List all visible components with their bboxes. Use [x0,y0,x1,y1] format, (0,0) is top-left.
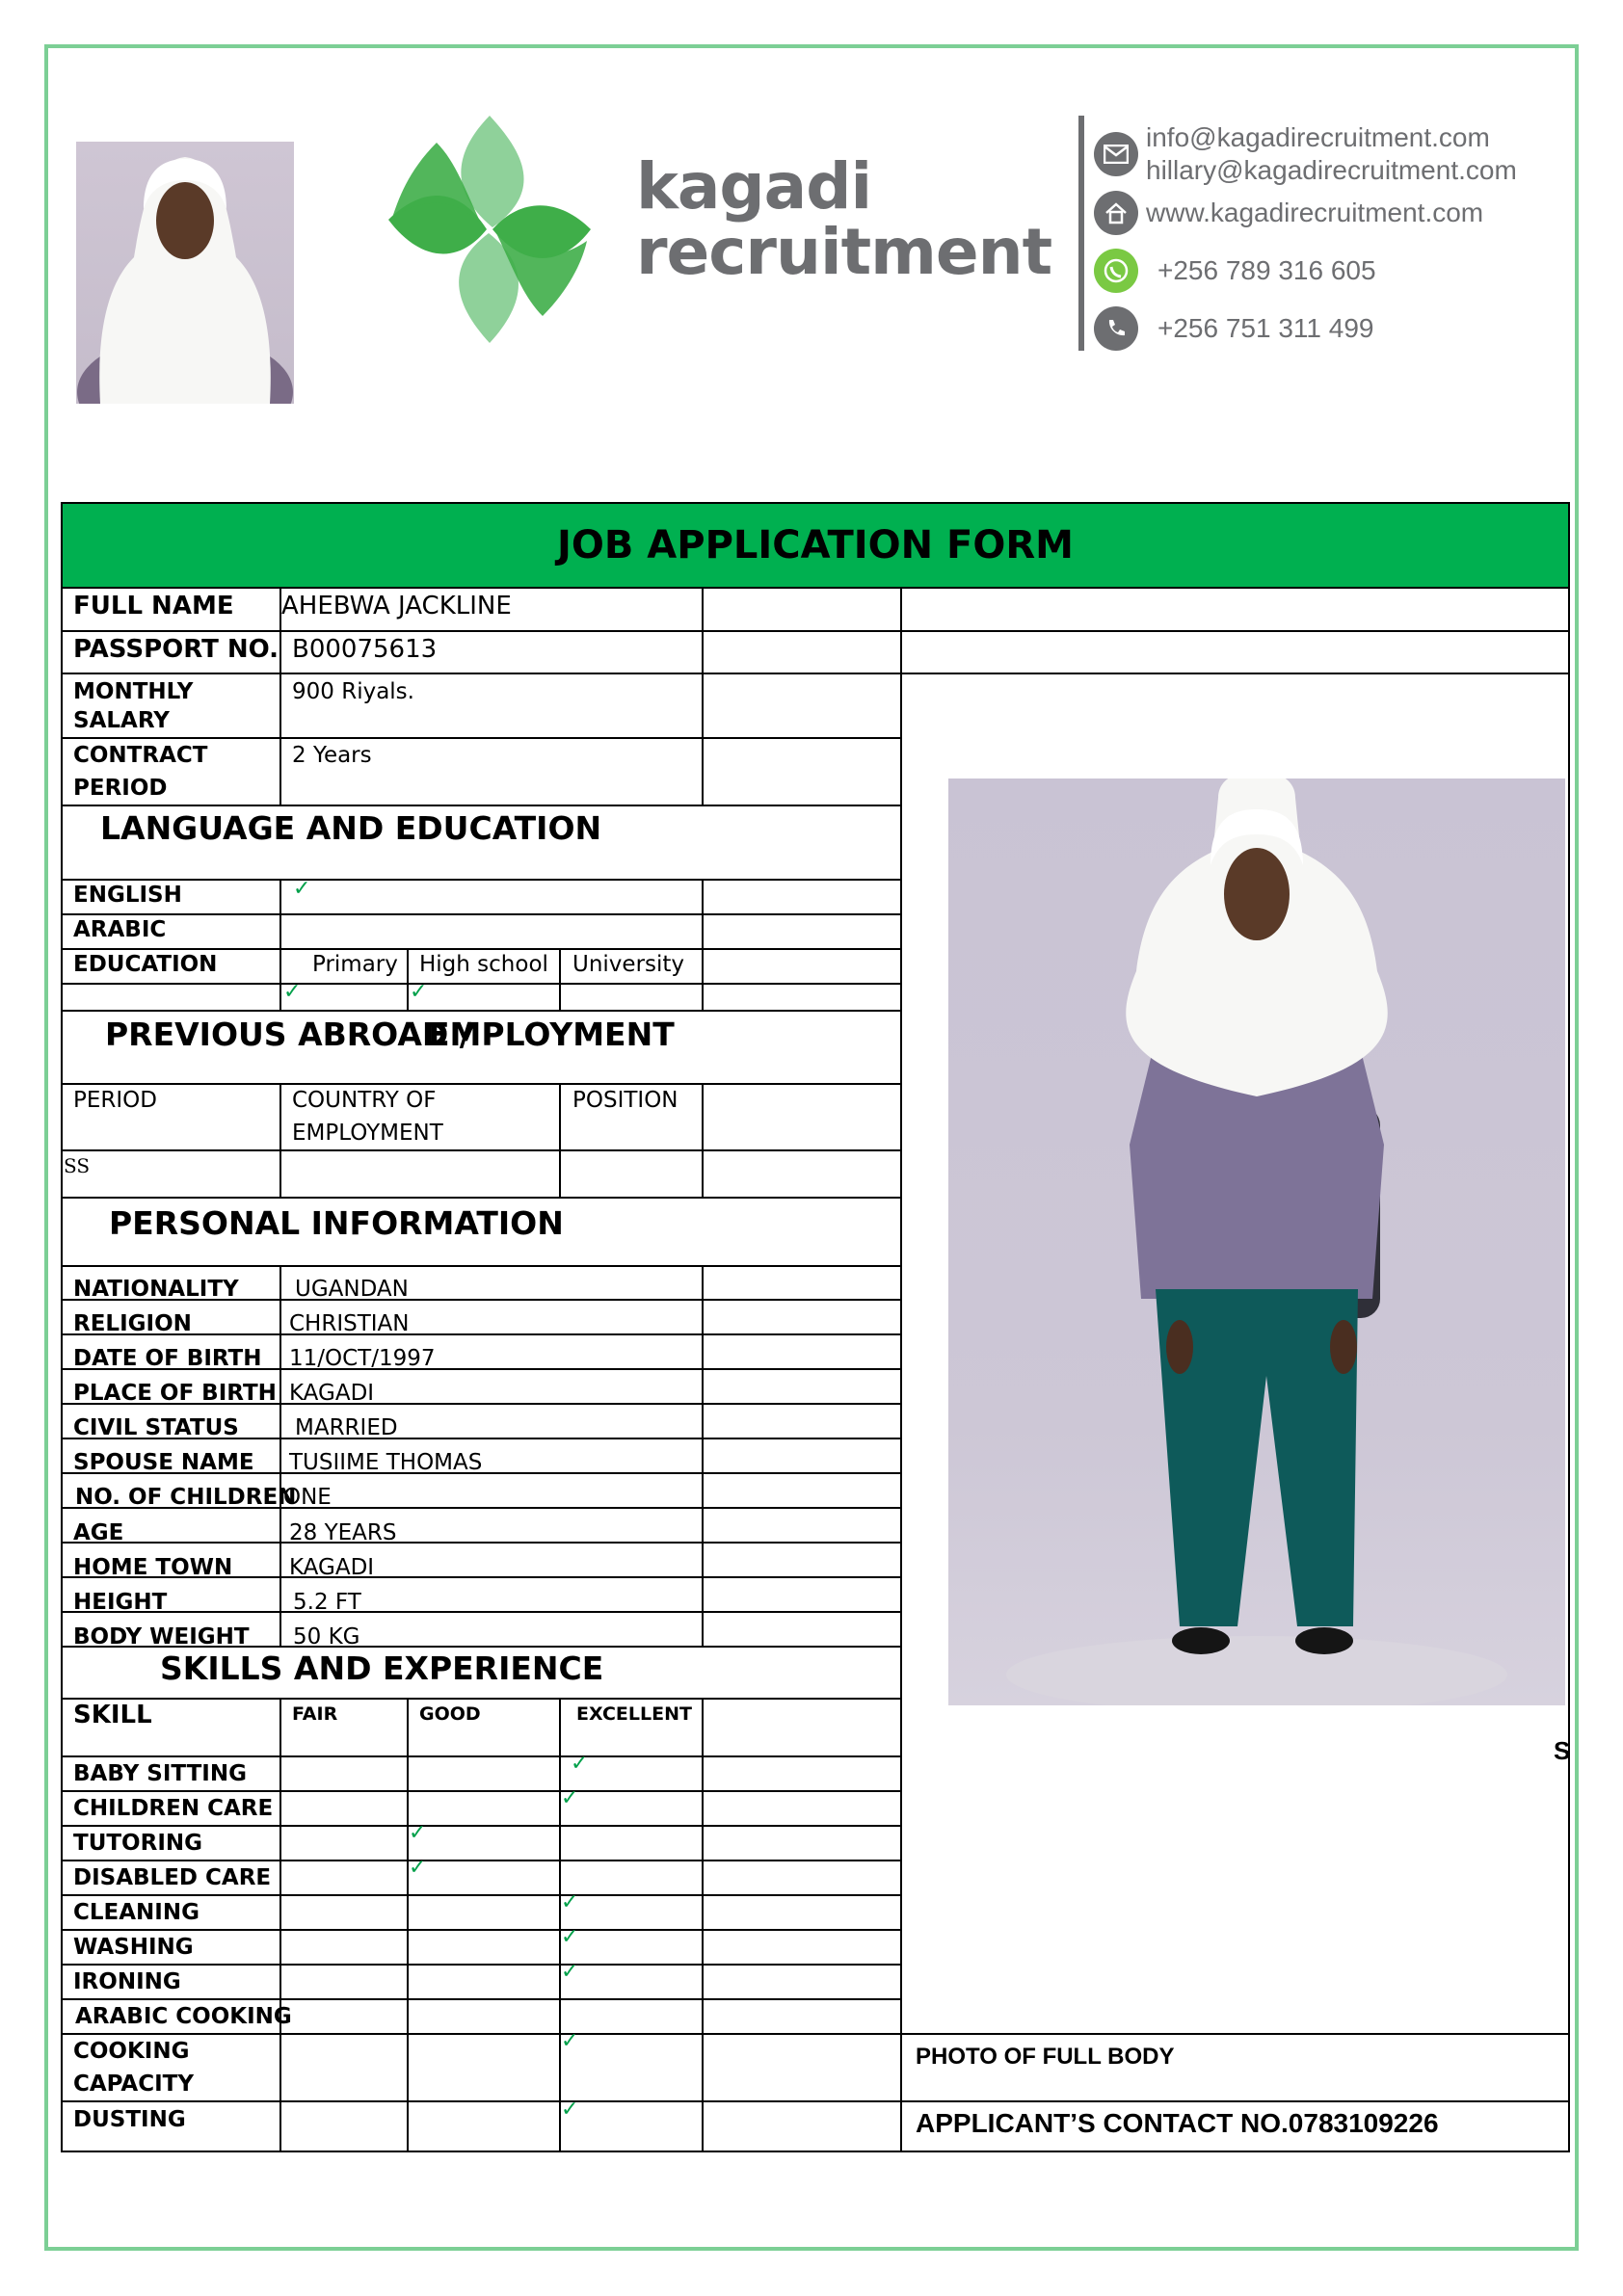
skill-row-label: CAPACITY [73,2072,195,2097]
skill-row-label: DISABLED CARE [73,1865,272,1890]
skill-level-check-icon: ✓ [561,2029,579,2053]
brand-line-1: kagadi [636,149,872,224]
home-icon [1094,191,1138,235]
phone-number[interactable]: +256 751 311 499 [1157,313,1374,343]
skill-level-check-icon: ✓ [561,2098,579,2122]
skill-level-check-icon: ✓ [561,1786,579,1810]
education-level-primary: Primary [312,952,398,977]
grid-line [61,673,1570,674]
personal-information-heading: PERSONAL INFORMATION [109,1204,564,1242]
personal-row-label: RELIGION [73,1311,192,1336]
fair-column-header: FAIR [292,1703,338,1725]
skill-row-label: TUTORING [73,1831,203,1856]
grid-line [279,589,281,805]
grid-line [279,1698,281,2152]
grid-line [61,879,900,881]
kagadi-logo-mark [379,114,600,345]
grid-line [61,983,900,985]
grid-line [61,913,900,915]
good-column-header: GOOD [419,1703,481,1725]
grid-line [559,1083,561,1197]
skill-level-check-icon: ✓ [571,1752,589,1776]
skill-row-label: ARABIC COOKING [75,2004,292,2029]
grid-line [279,1265,281,1646]
email-secondary[interactable]: hillary@kagadirecruitment.com [1146,155,1517,185]
grid-line [61,737,900,739]
high-school-check-icon: ✓ [410,980,428,1004]
country-column-header-line-2: EMPLOYMENT [292,1121,443,1146]
full-name-label: FULL NAME [73,592,234,620]
contract-label-line-2: PERIOD [73,776,168,801]
skill-level-check-icon: ✓ [409,1821,427,1845]
position-column-header: POSITION [572,1088,678,1113]
whatsapp-icon [1094,249,1138,293]
english-label: ENGLISH [73,883,182,908]
passport-label: PASSPORT NO. [73,635,279,664]
grid-line [900,589,902,805]
personal-row-value: 50 KG [293,1624,360,1649]
brand-name [636,149,1052,289]
phone-icon [1094,306,1138,351]
grid-line [61,1010,900,1012]
full-body-photo [948,779,1565,1705]
grid-line [702,879,704,1010]
grid-line [61,1894,900,1896]
salary-value: 900 Riyals. [292,679,414,704]
website-link[interactable]: www.kagadirecruitment.com [1146,198,1484,227]
personal-row-label: HOME TOWN [73,1555,233,1580]
language-education-heading: LANGUAGE AND EDUCATION [100,809,602,847]
grid-line [702,589,704,805]
personal-row-value: KAGADI [289,1381,375,1406]
personal-row-label: PLACE OF BIRTH [73,1381,277,1406]
education-level-university: University [572,952,685,977]
grid-line [61,630,1570,632]
personal-row-label: DATE OF BIRTH [73,1346,262,1371]
applicant-headshot-photo [76,142,294,404]
grid-line [61,1998,900,2000]
grid-line [61,1860,900,1861]
period-column-header: PERIOD [73,1088,157,1113]
grid-line [61,1083,900,1085]
full-name-value: AHEBWA JACKLINE [281,592,512,620]
form-title: JOB APPLICATION FORM [557,523,1074,567]
grid-line [61,2100,900,2102]
skills-heading: SKILLS AND EXPERIENCE [160,1649,604,1687]
personal-row-value: MARRIED [295,1415,398,1440]
grid-line [900,2033,1570,2035]
personal-row-value: KAGADI [289,1555,375,1580]
skill-row-label: CHILDREN CARE [73,1796,274,1821]
salary-label-line-2: SALARY [73,708,170,733]
salary-label-line-1: MONTHLY [73,679,194,704]
email-icon [1094,132,1138,176]
previous-employment-heading-part-2: EMPLOYMENT [428,1016,675,1053]
grid-line [61,1929,900,1931]
grid-line [61,1197,900,1199]
skill-row-label: DUSTING [73,2107,186,2132]
applicant-contact-number: APPLICANT’S CONTACT NO.0783109226 [916,2108,1439,2138]
full-body-photo-label: PHOTO OF FULL BODY [916,2044,1175,2070]
employment-row-period: SS [64,1154,91,1177]
grid-line [61,1825,900,1827]
personal-row-value: 28 YEARS [289,1520,397,1545]
stray-letter: S [1554,1736,1571,1765]
contact-website [1094,191,1483,235]
grid-line [61,1542,900,1544]
education-level-high-school: High school [419,952,548,977]
grid-line [61,1964,900,1966]
passport-value: B00075613 [292,635,438,664]
personal-row-value: 11/OCT/1997 [289,1346,436,1371]
grid-line [407,948,409,1010]
form-title-bar [61,502,1570,589]
grid-line [61,1265,900,1267]
personal-row-label: CIVIL STATUS [73,1415,239,1440]
previous-employment-heading-part-1: PREVIOUS ABROAD / [105,1016,471,1053]
skill-row-label: COOKING [73,2039,190,2064]
skill-row-label: IRONING [73,1969,181,1994]
contact-email [1094,121,1517,187]
personal-row-label: BODY WEIGHT [73,1624,250,1649]
brand-line-2: recruitment [636,215,1052,289]
grid-line [702,1698,704,2152]
grid-line [61,1149,900,1151]
email-primary[interactable]: info@kagadirecruitment.com [1146,122,1490,152]
contract-label-line-1: CONTRACT [73,743,208,768]
grid-line [279,879,281,1010]
skill-row-label: CLEANING [73,1900,200,1925]
header-divider [1078,116,1084,351]
grid-line [702,1265,704,1646]
grid-line [61,2033,900,2035]
grid-line [61,1611,900,1613]
skill-row-label: WASHING [73,1935,194,1960]
grid-line [61,1755,900,1757]
grid-line [900,2100,1570,2102]
whatsapp-number[interactable]: +256 789 316 605 [1157,255,1376,285]
excellent-column-header: EXCELLENT [576,1703,692,1725]
personal-row-value: 5.2 FT [293,1590,361,1615]
personal-row-label: NO. OF CHILDREN [75,1485,297,1510]
contact-whatsapp [1094,249,1376,293]
skill-level-check-icon: ✓ [409,1856,427,1880]
skill-level-check-icon: ✓ [561,1960,579,1984]
grid-line [61,805,900,806]
arabic-label: ARABIC [73,917,167,942]
personal-row-label: AGE [73,1520,124,1545]
personal-row-value: ONE [283,1485,332,1510]
education-label: EDUCATION [73,952,218,977]
grid-line [61,1790,900,1792]
skill-row-label: BABY SITTING [73,1761,247,1786]
personal-row-label: SPOUSE NAME [73,1450,254,1475]
grid-line [900,805,902,2152]
skill-level-check-icon: ✓ [561,1925,579,1949]
grid-line [407,1698,409,2152]
country-column-header-line-1: COUNTRY OF [292,1088,437,1113]
personal-row-label: NATIONALITY [73,1277,239,1302]
contract-value: 2 Years [292,743,372,768]
personal-row-label: HEIGHT [73,1590,168,1615]
grid-line [279,1083,281,1197]
personal-row-value: CHRISTIAN [289,1311,410,1336]
contact-phone [1094,306,1373,351]
primary-check-icon: ✓ [283,980,302,1004]
skill-level-check-icon: ✓ [561,1890,579,1914]
english-check-icon: ✓ [293,877,311,901]
grid-line [702,1083,704,1197]
personal-row-value: UGANDAN [295,1277,409,1302]
grid-line [559,948,561,1010]
personal-row-value: TUSIIME THOMAS [289,1450,483,1475]
skill-column-header: SKILL [73,1701,152,1729]
